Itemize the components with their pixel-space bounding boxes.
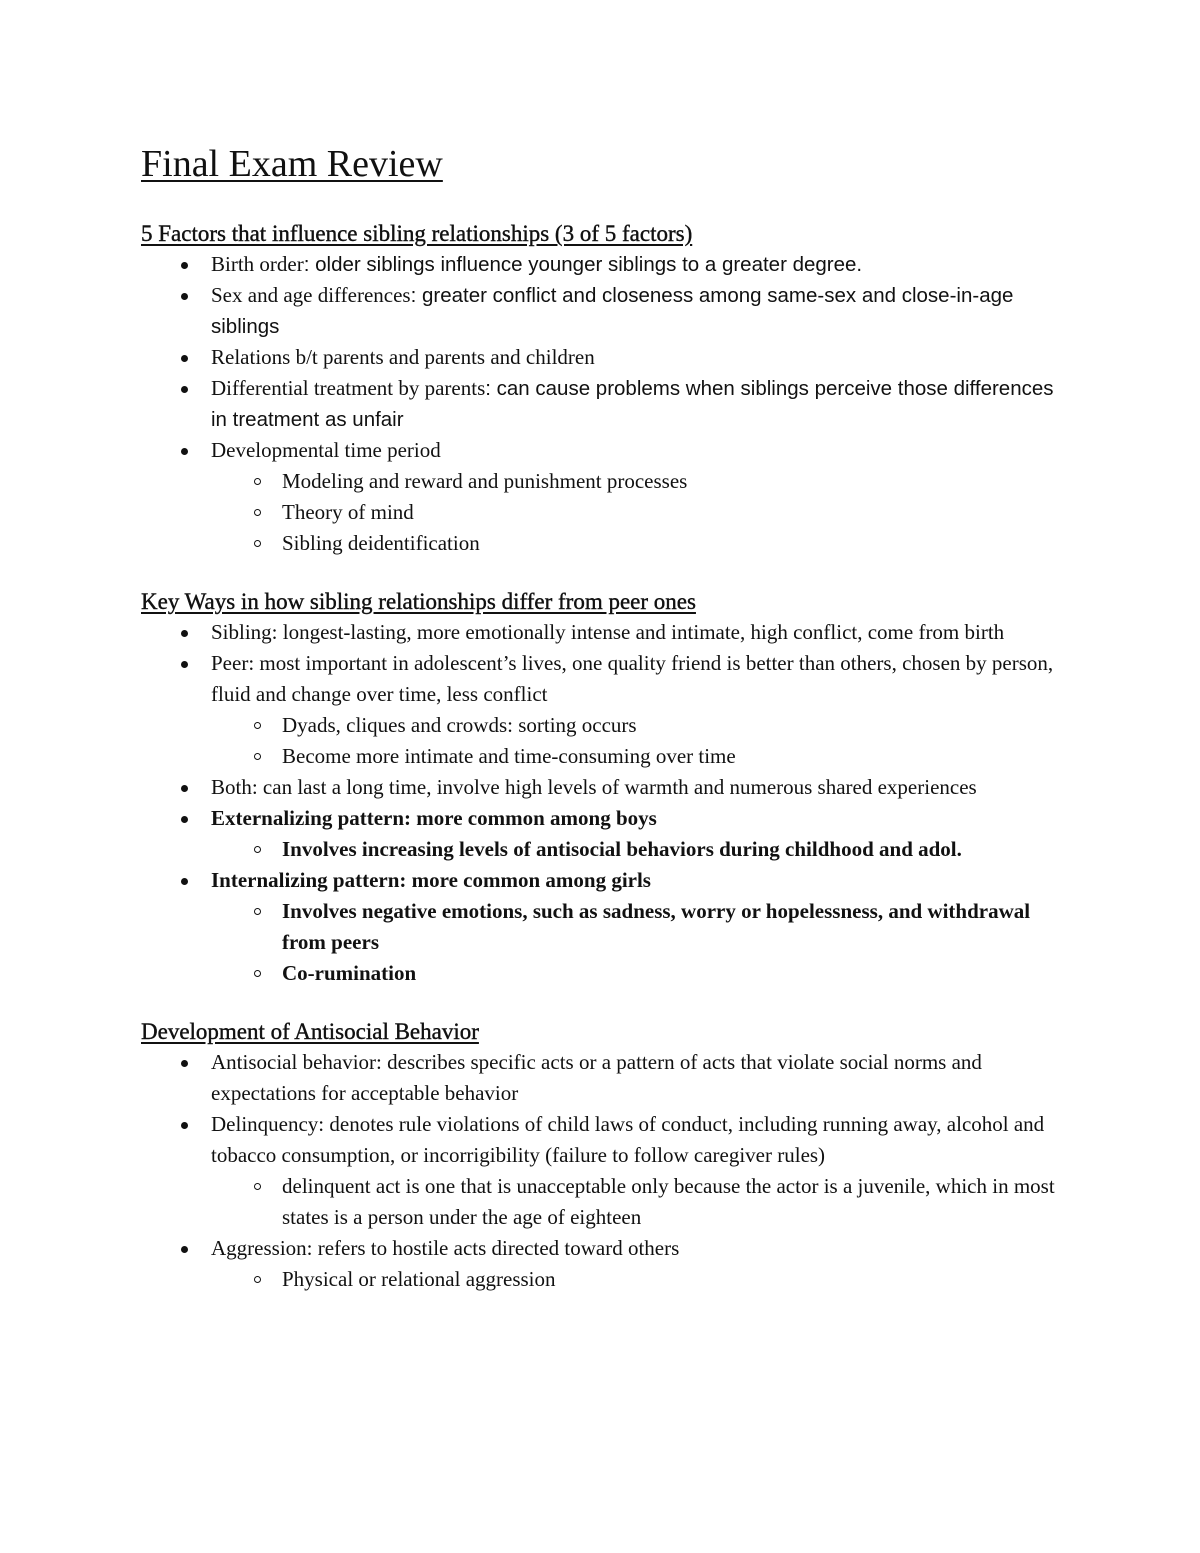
list-item <box>141 865 1061 989</box>
list-item-text: Relations b/t parents and parents and children <box>211 345 595 369</box>
sub-list-item-text: delinquent act is one that is unacceptable only because the actor is a juvenile, which in most states is a person under the age of eighteen <box>282 1174 1055 1229</box>
sub-list-item <box>211 528 1061 559</box>
sub-list-item-text: Involves increasing levels of antisocial behaviors during childhood and adol. <box>282 837 962 861</box>
bullet-list <box>141 617 1061 989</box>
sub-list-item <box>211 497 1061 528</box>
bullet-icon <box>181 661 188 668</box>
hollow-bullet-icon <box>254 540 261 547</box>
list-item-text: Birth order: older siblings influence younger siblings to a greater degree. <box>211 252 863 276</box>
list-item-text: Antisocial behavior: describes specific acts or a pattern of acts that violate social norms and expectations for acceptable behavior <box>211 1050 982 1105</box>
hollow-bullet-icon <box>254 908 261 915</box>
bullet-icon <box>181 1060 188 1067</box>
sub-list-item <box>211 741 1061 772</box>
sub-list <box>211 466 1061 559</box>
list-item <box>141 1109 1061 1233</box>
sub-list-item-text: Sibling deidentification <box>282 531 480 555</box>
list-item <box>141 1047 1061 1109</box>
list-item-text: Externalizing pattern: more common among boys <box>211 806 657 830</box>
list-item-text: Internalizing pattern: more common among girls <box>211 868 651 892</box>
list-item-text: Aggression: refers to hostile acts directed toward others <box>211 1236 680 1260</box>
list-item <box>141 342 1061 373</box>
hollow-bullet-icon <box>254 753 261 760</box>
section-heading: Development of Antisocial Behavior <box>141 1019 479 1044</box>
bullet-icon <box>181 785 188 792</box>
sub-list <box>211 834 1061 865</box>
list-item-text: Differential treatment by parents: can cause problems when siblings perceive those differences in treatment as unfair <box>211 376 1054 431</box>
hollow-bullet-icon <box>254 509 261 516</box>
sub-list-item <box>211 834 1061 865</box>
sub-list-item <box>211 710 1061 741</box>
section-sibling-vs-peer <box>141 586 1061 989</box>
list-item <box>141 280 1061 342</box>
document-title: Final Exam Review <box>141 143 443 185</box>
bullet-list <box>141 249 1061 559</box>
section-antisocial-behavior <box>141 1016 1061 1295</box>
list-item <box>141 435 1061 559</box>
list-item-text: Sibling: longest-lasting, more emotionally intense and intimate, high conflict, come from birth <box>211 620 1005 644</box>
section-sibling-factors <box>141 218 1061 559</box>
bullet-icon <box>181 1246 188 1253</box>
hollow-bullet-icon <box>254 478 261 485</box>
sub-list <box>211 710 1061 772</box>
sub-list <box>211 1171 1061 1233</box>
sub-list-item-text: Dyads, cliques and crowds: sorting occurs <box>282 713 637 737</box>
bullet-icon <box>181 1122 188 1129</box>
sub-list <box>211 1264 1061 1295</box>
bullet-icon <box>181 630 188 637</box>
list-item <box>141 249 1061 280</box>
list-item <box>141 1233 1061 1295</box>
bullet-icon <box>181 816 188 823</box>
sub-list-item-text: Theory of mind <box>282 500 414 524</box>
list-item-text: Both: can last a long time, involve high levels of warmth and numerous shared experiences <box>211 775 977 799</box>
bullet-icon <box>181 262 188 269</box>
sub-list-item-text: Physical or relational aggression <box>282 1267 556 1291</box>
sub-list <box>211 896 1061 989</box>
sub-list-item-text: Modeling and reward and punishment processes <box>282 469 688 493</box>
hollow-bullet-icon <box>254 1276 261 1283</box>
hollow-bullet-icon <box>254 722 261 729</box>
list-item <box>141 648 1061 772</box>
list-item <box>141 803 1061 865</box>
bullet-list <box>141 1047 1061 1295</box>
list-item-text: Sex and age differences: greater conflict and closeness among same-sex and close-in-age siblings <box>211 283 1014 338</box>
list-item-text: Delinquency: denotes rule violations of child laws of conduct, including running away, alcohol and tobacco consumption, or incorrigibility (failure to follow caregiver rules) <box>211 1112 1045 1167</box>
document-page <box>141 140 1061 1322</box>
sub-list-item <box>211 466 1061 497</box>
bullet-icon <box>181 293 188 300</box>
sub-list-item-text: Become more intimate and time-consuming over time <box>282 744 736 768</box>
list-item-text: Peer: most important in adolescent’s lives, one quality friend is better than others, chosen by person, fluid and change over time, less conflict <box>211 651 1054 706</box>
section-heading: Key Ways in how sibling relationships differ from peer ones <box>141 589 696 614</box>
sub-list-item-text: Involves negative emotions, such as sadness, worry or hopelessness, and withdrawal from peers <box>282 899 1031 954</box>
list-item <box>141 373 1061 435</box>
list-item <box>141 772 1061 803</box>
sub-list-item <box>211 1171 1061 1233</box>
hollow-bullet-icon <box>254 1183 261 1190</box>
bullet-icon <box>181 386 188 393</box>
sub-list-item <box>211 896 1061 958</box>
hollow-bullet-icon <box>254 846 261 853</box>
list-item <box>141 617 1061 648</box>
bullet-icon <box>181 448 188 455</box>
hollow-bullet-icon <box>254 970 261 977</box>
sub-list-item <box>211 1264 1061 1295</box>
sub-list-item <box>211 958 1061 989</box>
list-item-text: Developmental time period <box>211 438 441 462</box>
bullet-icon <box>181 355 188 362</box>
section-heading: 5 Factors that influence sibling relationships (3 of 5 factors) <box>141 221 693 246</box>
sub-list-item-text: Co-rumination <box>282 961 417 985</box>
bullet-icon <box>181 878 188 885</box>
